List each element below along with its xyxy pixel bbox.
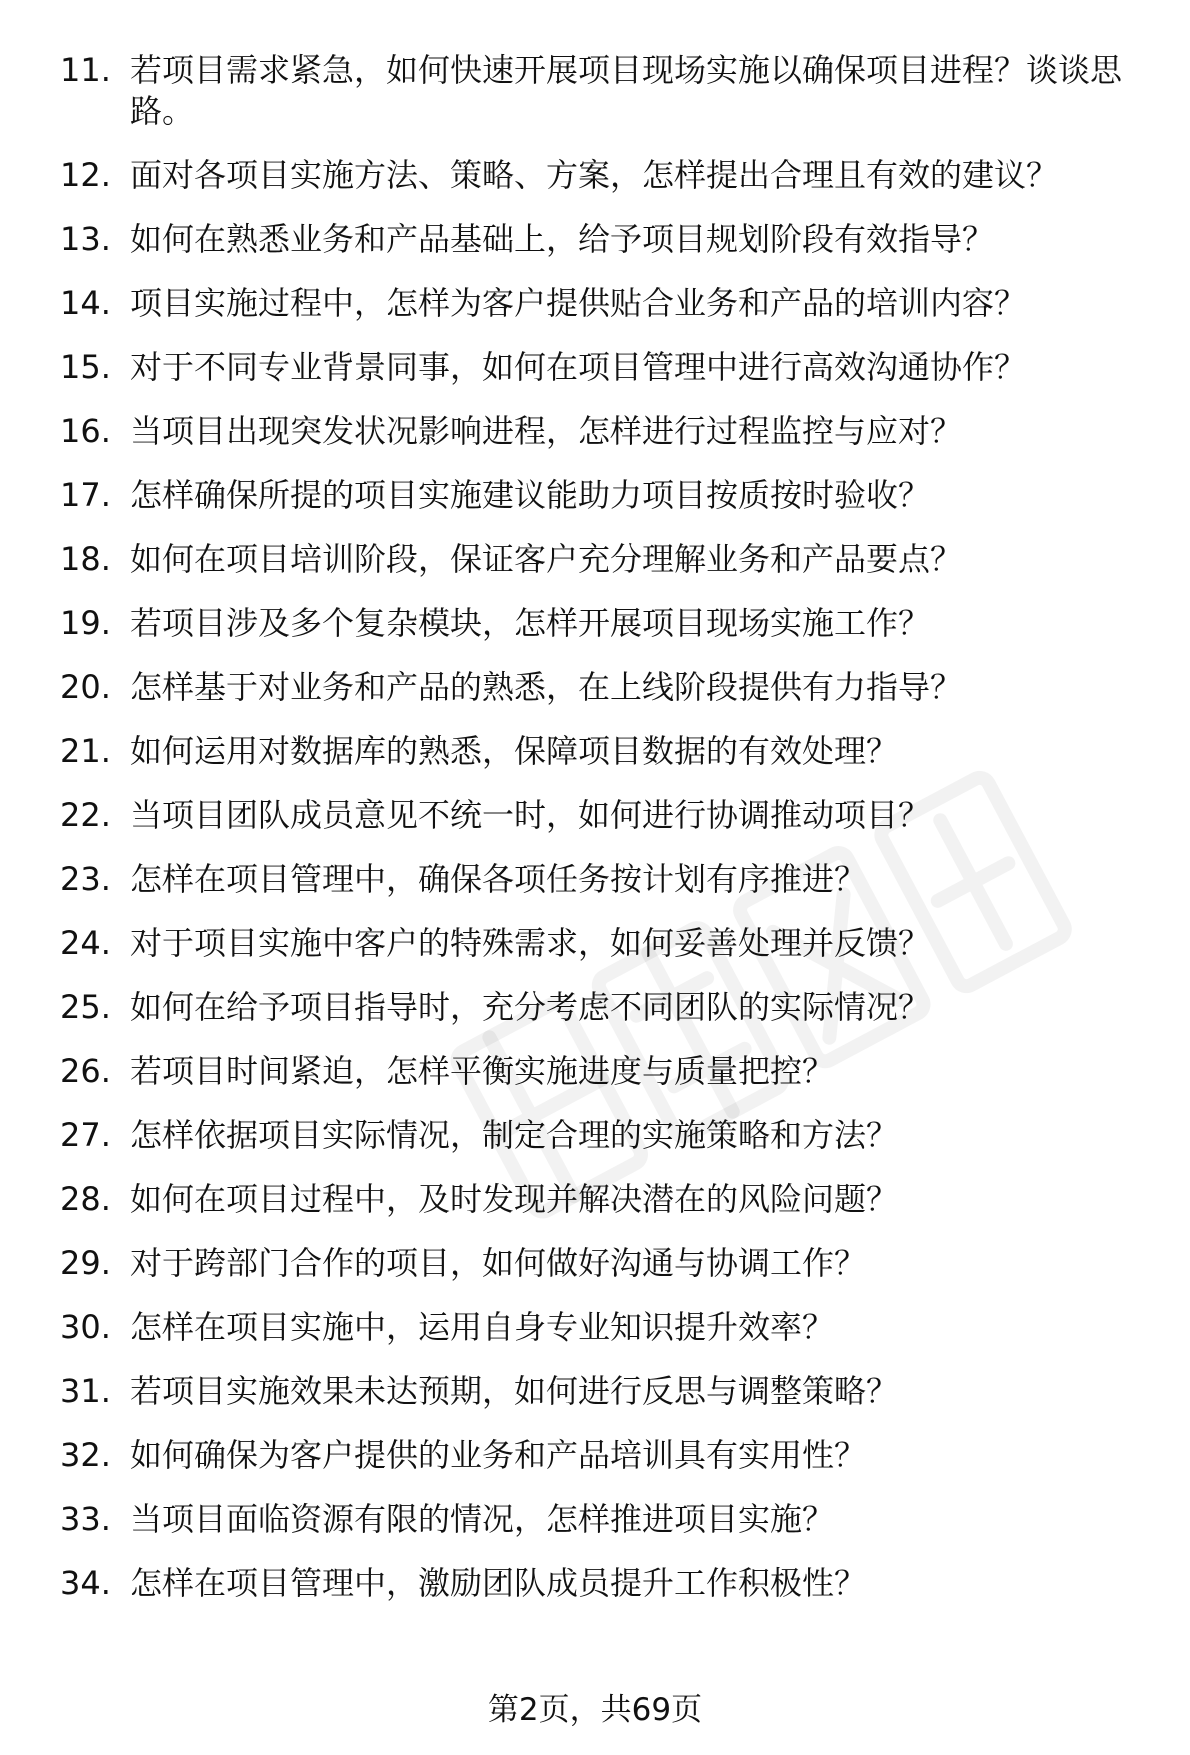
question-item (60, 1307, 1140, 1348)
question-text: 项目实施过程中，怎样为客户提供贴合业务和产品的培训内容？ (130, 284, 1027, 322)
question-text: 怎样在项目管理中，确保各项任务按计划有序推进？ (130, 860, 867, 898)
question-number: 27. (60, 1116, 111, 1154)
question-item (60, 50, 1140, 132)
question-number: 15. (60, 348, 111, 386)
question-text: 怎样依据项目实际情况，制定合理的实施策略和方法？ (130, 1116, 899, 1154)
question-text: 若项目需求紧急，如何快速开展项目现场实施以确保项目进程？谈谈思路。 (130, 51, 1123, 130)
question-number: 25. (60, 988, 111, 1026)
question-item (60, 795, 1140, 836)
question-item (60, 1115, 1140, 1156)
page-footer: 第2页，共69页 (487, 1692, 703, 1728)
question-number: 30. (60, 1308, 111, 1346)
question-number: 21. (60, 732, 111, 770)
question-text: 怎样确保所提的项目实施建议能助力项目按质按时验收？ (130, 476, 931, 514)
question-text: 面对各项目实施方法、策略、方案，怎样提出合理且有效的建议？ (130, 156, 1059, 194)
question-item (60, 987, 1140, 1028)
question-text: 如何在项目培训阶段，保证客户充分理解业务和产品要点？ (130, 540, 963, 578)
question-number: 19. (60, 604, 111, 642)
question-item (60, 1179, 1140, 1220)
question-item (60, 731, 1140, 772)
question-number: 26. (60, 1052, 111, 1090)
question-text: 怎样在项目管理中，激励团队成员提升工作积极性？ (130, 1564, 867, 1602)
question-item (60, 411, 1140, 452)
question-item (60, 1499, 1140, 1540)
question-number: 14. (60, 284, 111, 322)
question-text: 如何在熟悉业务和产品基础上，给予项目规划阶段有效指导？ (130, 220, 995, 258)
question-item (60, 1371, 1140, 1412)
question-text: 当项目团队成员意见不统一时，如何进行协调推动项目？ (130, 796, 931, 834)
question-item (60, 667, 1140, 708)
question-number: 33. (60, 1500, 111, 1538)
question-text: 如何运用对数据库的熟悉，保障项目数据的有效处理？ (130, 732, 899, 770)
question-number: 12. (60, 156, 111, 194)
question-number: 13. (60, 220, 111, 258)
question-number: 11. (60, 51, 111, 89)
question-text: 若项目涉及多个复杂模块，怎样开展项目现场实施工作？ (130, 604, 931, 642)
question-item (60, 1243, 1140, 1284)
question-number: 28. (60, 1180, 111, 1218)
question-number: 20. (60, 668, 111, 706)
question-item (60, 1051, 1140, 1092)
question-text: 当项目出现突发状况影响进程，怎样进行过程监控与应对？ (130, 412, 963, 450)
question-number: 29. (60, 1244, 111, 1282)
question-list (60, 50, 1140, 1627)
question-text: 怎样基于对业务和产品的熟悉，在上线阶段提供有力指导？ (130, 668, 963, 706)
question-number: 34. (60, 1564, 111, 1602)
question-text: 对于不同专业背景同事，如何在项目管理中进行高效沟通协作？ (130, 348, 1027, 386)
question-text: 如何确保为客户提供的业务和产品培训具有实用性？ (130, 1436, 867, 1474)
question-item (60, 539, 1140, 580)
question-text: 如何在给予项目指导时，充分考虑不同团队的实际情况？ (130, 988, 931, 1026)
question-number: 16. (60, 412, 111, 450)
question-text: 如何在项目过程中，及时发现并解决潜在的风险问题？ (130, 1180, 899, 1218)
question-item (60, 219, 1140, 260)
question-number: 24. (60, 924, 111, 962)
question-item (60, 475, 1140, 516)
question-text: 若项目时间紧迫，怎样平衡实施进度与质量把控？ (130, 1052, 835, 1090)
question-item (60, 1435, 1140, 1476)
question-text: 对于项目实施中客户的特殊需求，如何妥善处理并反馈？ (130, 924, 931, 962)
question-number: 18. (60, 540, 111, 578)
question-text: 怎样在项目实施中，运用自身专业知识提升效率？ (130, 1308, 835, 1346)
question-item (60, 603, 1140, 644)
question-item (60, 283, 1140, 324)
question-item (60, 347, 1140, 388)
question-text: 若项目实施效果未达预期，如何进行反思与调整策略？ (130, 1372, 899, 1410)
question-text: 当项目面临资源有限的情况，怎样推进项目实施？ (130, 1500, 835, 1538)
question-item (60, 859, 1140, 900)
question-item (60, 923, 1140, 964)
question-number: 17. (60, 476, 111, 514)
question-item (60, 1563, 1140, 1604)
question-number: 32. (60, 1436, 111, 1474)
question-number: 22. (60, 796, 111, 834)
question-number: 23. (60, 860, 111, 898)
question-number: 31. (60, 1372, 111, 1410)
question-text: 对于跨部门合作的项目，如何做好沟通与协调工作？ (130, 1244, 867, 1282)
question-item (60, 155, 1140, 196)
